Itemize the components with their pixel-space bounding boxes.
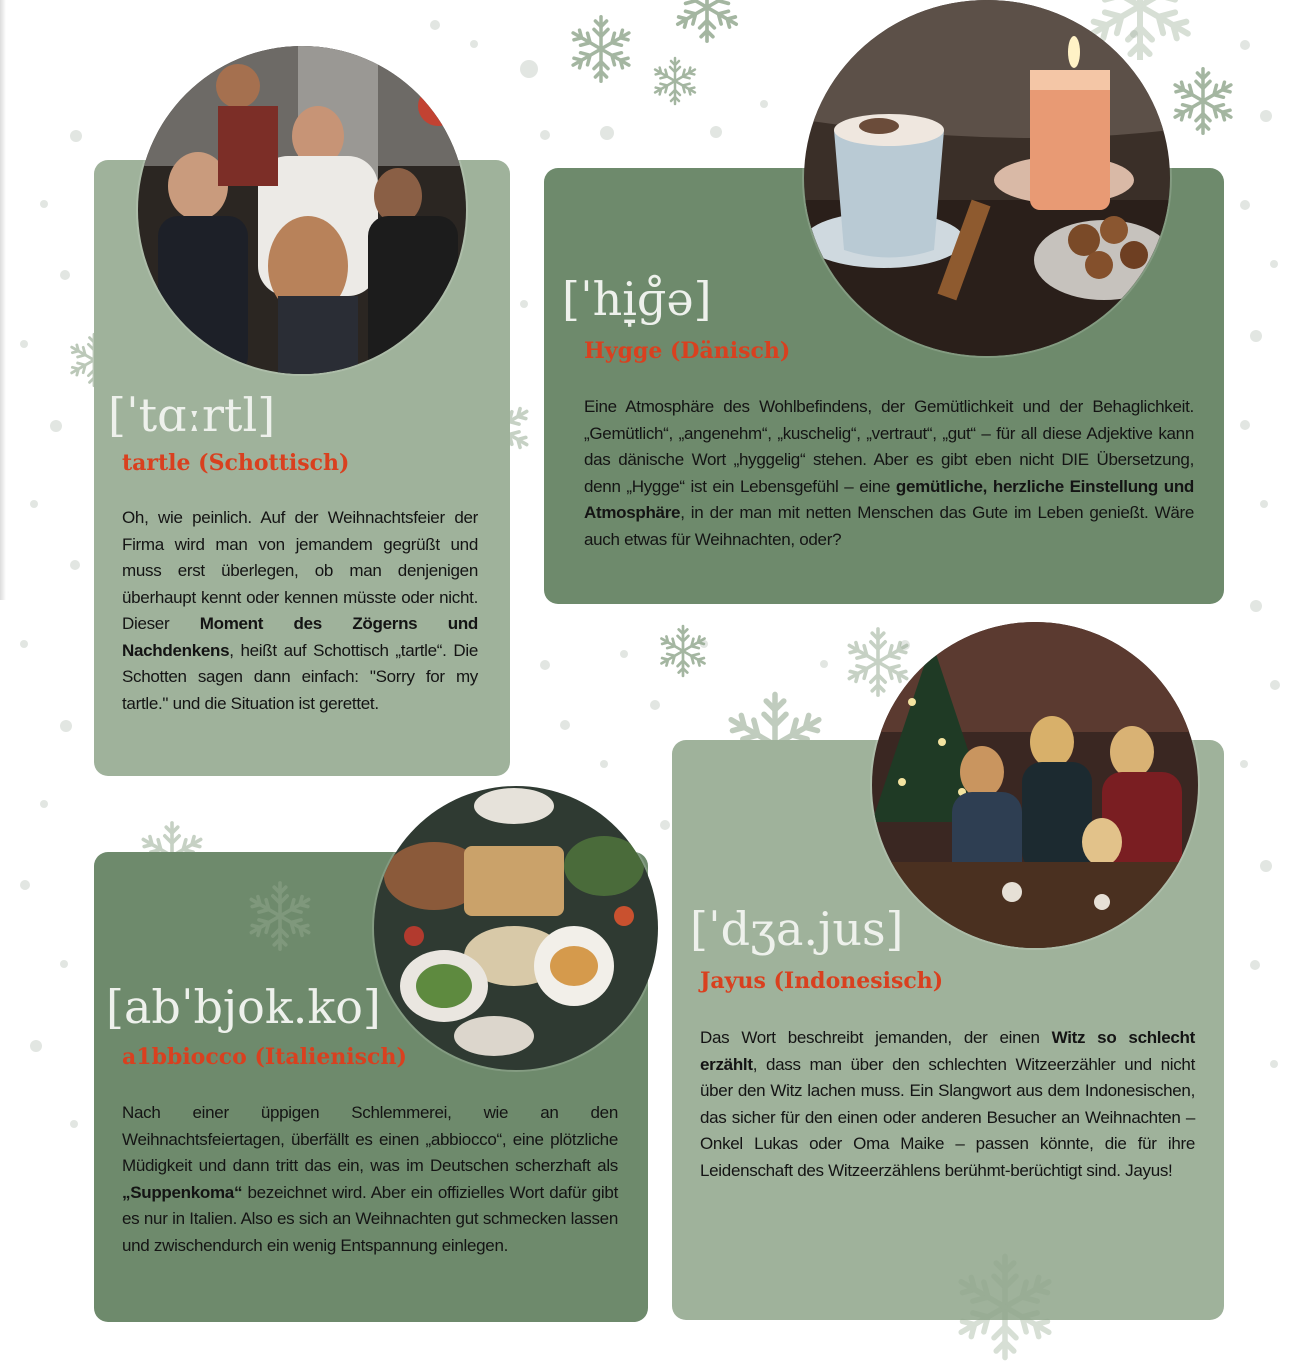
desc-tartle — [122, 505, 478, 717]
snow-dot — [540, 660, 550, 670]
snow-dot — [710, 126, 722, 138]
desc-hygge — [584, 394, 1194, 553]
snowflake-icon — [244, 880, 316, 952]
snow-dot — [60, 270, 70, 280]
word-abbiocco: a1bbiocco (Italienisch) — [122, 1044, 407, 1070]
word-tartle: tartle (Schottisch) — [122, 450, 350, 476]
snow-dot — [600, 760, 608, 768]
snowflake-icon — [656, 624, 710, 678]
snow-dot — [1260, 860, 1272, 872]
desc-text: , in der man mit netten Menschen das Gute im Leben genießt. Wäre auch etwas für Weihnachten, oder? — [584, 503, 1194, 549]
snow-dot — [30, 500, 38, 508]
snow-dot — [430, 20, 440, 30]
page-edge-shadow — [0, 0, 6, 600]
snow-dot — [1270, 1060, 1278, 1068]
snow-dot — [50, 420, 62, 432]
snow-dot — [600, 126, 614, 140]
snow-dot — [520, 300, 528, 308]
desc-emphasis: Witz so schlecht erzählt — [700, 1028, 1195, 1074]
desc-emphasis: Moment des Zögerns und Nachdenkens — [122, 614, 478, 660]
snow-dot — [70, 560, 80, 570]
snow-dot — [1250, 960, 1260, 970]
snow-dot — [1270, 680, 1280, 690]
snowflake-icon — [1168, 66, 1238, 136]
desc-emphasis: gemütliche, herzliche Einstellung und Atmosphäre — [584, 476, 1194, 522]
snowflake-icon — [566, 14, 636, 84]
snow-dot — [1240, 420, 1250, 430]
snow-dot — [20, 340, 28, 348]
desc-text: Nach einer üppigen Schlemmerei, wie an den Weihnachtsfeiertagen, überfällt es einen „abbiocco“, eine plötzliche Müdigkeit und dann tritt das ein, was im Deutschen scherzhaft als — [122, 1103, 618, 1175]
desc-text: , dass man über den schlechten Witzeerzähler und nicht über den Witz lachen muss. Ein Slangwort aus dem Indonesischen, das sicher für den einen oder anderen Besucher an Weihnachten – Onkel Lukas oder Oma Maike – passen könnte, die für ihre Leidenschaft des Witzeerzählens berühmt-berüchtigt sind. Jayus! — [700, 1054, 1195, 1180]
snowflake-icon — [950, 1252, 1060, 1362]
snow-dot — [1260, 110, 1272, 122]
snow-dot — [650, 700, 660, 710]
photo-food-table — [374, 786, 658, 1070]
ipa-abbiocco: [abˈbjok.ko] — [106, 980, 381, 1034]
snow-dot — [60, 960, 68, 968]
ipa-hygge: [ˈhi̞ɡ̊ə] — [562, 272, 712, 326]
snow-dot — [820, 660, 828, 668]
snow-dot — [1240, 200, 1250, 210]
snow-dot — [1260, 500, 1268, 508]
snow-dot — [560, 720, 570, 730]
snow-dot — [1250, 600, 1262, 612]
snowflake-icon — [650, 56, 700, 106]
photo-friends-christmas — [872, 622, 1198, 948]
snow-dot — [1250, 330, 1262, 342]
desc-text: bezeichnet wird. Aber ein offizielles Wort dafür gibt es nur in Italien. Also es sich an Weihnachten gut schmecken lassen und zwischendurch ein wenig Entspannung einlegen. — [122, 1182, 618, 1255]
snow-dot — [660, 820, 670, 830]
ipa-jayus: [ˈdʒa.jus] — [690, 902, 904, 956]
snow-dot — [1240, 40, 1250, 50]
snow-dot — [620, 650, 628, 658]
snow-dot — [1270, 260, 1278, 268]
desc-text: Eine Atmosphäre des Wohlbefindens, der Gemütlichkeit und der Behaglichkeit. „Gemütlich“, „angenehm“, „kuschelig“, „vertraut“, „gut“ – für all diese Adjektive kann das dänische Wort „hyggelig“ stehen. Aber es gibt eben nicht DIE Übersetzung, denn „Hygge“ ist ein Lebensgefühl – eine — [584, 397, 1194, 496]
desc-abbiocco — [122, 1100, 618, 1259]
word-jayus: Jayus (Indonesisch) — [700, 968, 944, 994]
snow-dot — [70, 130, 82, 142]
snow-dot — [760, 100, 768, 108]
desc-jayus — [700, 1025, 1195, 1184]
desc-text: Oh, wie peinlich. Auf der Weihnachtsfeier der Firma wird man von jemandem gegrüßt und muss erst überlegen, ob man denjenigen überhaupt kennt oder kennen müsste oder nicht. Dieser — [122, 508, 478, 633]
snow-dot — [40, 800, 48, 808]
snow-dot — [20, 880, 30, 890]
snow-dot — [70, 1120, 78, 1128]
snow-dot — [540, 130, 550, 140]
snow-dot — [20, 640, 28, 648]
snowflake-icon — [670, 0, 744, 44]
word-hygge: Hygge (Dänisch) — [584, 338, 791, 364]
snow-dot — [40, 200, 48, 208]
desc-text: Das Wort beschreibt jemanden, der einen — [700, 1028, 1052, 1047]
ipa-tartle: [ˈtɑːrtl] — [108, 388, 276, 442]
desc-emphasis: „Suppenkoma“ — [122, 1182, 243, 1202]
snow-dot — [520, 60, 538, 78]
snow-dot — [60, 720, 72, 732]
snow-dot — [1240, 760, 1248, 768]
snow-dot — [30, 1040, 42, 1052]
photo-party-crowd — [138, 46, 466, 374]
snow-dot — [470, 40, 478, 48]
desc-text: , heißt auf Schottisch „tartle“. Die Schotten sagen dann einfach: "Sorry for my tartle." und die Situation ist gerettet. — [122, 640, 478, 713]
photo-candle-cocoa — [804, 0, 1170, 356]
